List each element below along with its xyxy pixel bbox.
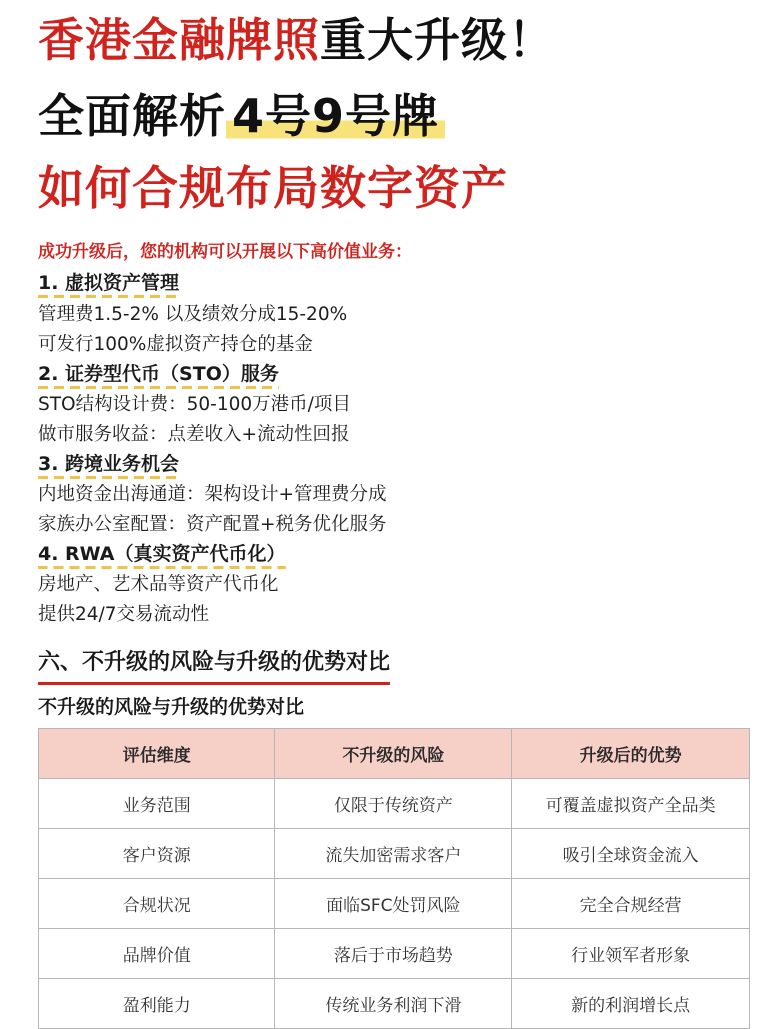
title-line-2-prefix: 全面解析 (38, 89, 226, 143)
table-cell: 流失加密需求客户 (275, 829, 512, 879)
table-cell: 盈利能力 (39, 979, 275, 1029)
comparison-table (38, 728, 750, 1029)
section-3-line-1: 内地资金出海通道：架构设计+管理费分成 (38, 484, 387, 505)
table-cell: 吸引全球资金流入 (512, 829, 750, 879)
table-cell: 传统业务利润下滑 (275, 979, 512, 1029)
title-highlight: 4号9号牌 (226, 89, 445, 143)
intro-text: 成功升级后，您的机构可以开展以下高价值业务： (38, 242, 412, 262)
table-cell: 仅限于传统资产 (275, 779, 512, 829)
header-dimension: 评估维度 (39, 729, 275, 779)
header-advantage: 升级后的优势 (512, 729, 750, 779)
title-line-3: 如何合规布局数字资产 (38, 161, 508, 215)
table-cell: 面临SFC处罚风险 (275, 879, 512, 929)
table-cell: 客户资源 (39, 829, 275, 879)
section-1-line-1: 管理费1.5-2% 以及绩效分成15-20% (38, 304, 348, 325)
title-red-part: 香港金融牌照 (38, 13, 320, 67)
section-heading-1: 1. 虚拟资产管理 (38, 268, 179, 298)
section-4-line-1: 房地产、艺术品等资产代币化 (38, 574, 279, 595)
section-3-line-2: 家族办公室配置：资产配置+税务优化服务 (38, 514, 387, 535)
section-heading-2: 2. 证券型代币（STO）服务 (38, 359, 279, 389)
title-line-2 (38, 88, 445, 144)
table-header-row (39, 729, 750, 779)
table-cell: 新的利润增长点 (512, 979, 750, 1029)
table-row (39, 879, 750, 929)
title-black-part: 重大升级！ (320, 13, 555, 67)
table-cell: 可覆盖虚拟资产全品类 (512, 779, 750, 829)
section-4-line-2: 提供24/7交易流动性 (38, 604, 210, 625)
table-cell: 业务范围 (39, 779, 275, 829)
table-row (39, 829, 750, 879)
header-risk: 不升级的风险 (275, 729, 512, 779)
section-6-heading: 六、不升级的风险与升级的优势对比 (38, 645, 390, 685)
title-line-1 (38, 12, 555, 68)
table-row (39, 929, 750, 979)
section-1-line-2: 可发行100%虚拟资产持仓的基金 (38, 334, 313, 355)
section-heading-3: 3. 跨境业务机会 (38, 449, 179, 479)
table-row (39, 979, 750, 1029)
table-cell: 完全合规经营 (512, 879, 750, 929)
table-cell: 落后于市场趋势 (275, 929, 512, 979)
table-cell: 品牌价值 (39, 929, 275, 979)
table-cell: 行业领军者形象 (512, 929, 750, 979)
section-heading-4: 4. RWA（真实资产代币化） (38, 539, 286, 569)
table-row (39, 779, 750, 829)
section-2-line-1: STO结构设计费：50-100万港币/项目 (38, 394, 351, 415)
table-title: 不升级的风险与升级的优势对比 (38, 696, 305, 718)
table-cell: 合规状况 (39, 879, 275, 929)
section-2-line-2: 做市服务收益：点差收入+流动性回报 (38, 424, 350, 445)
